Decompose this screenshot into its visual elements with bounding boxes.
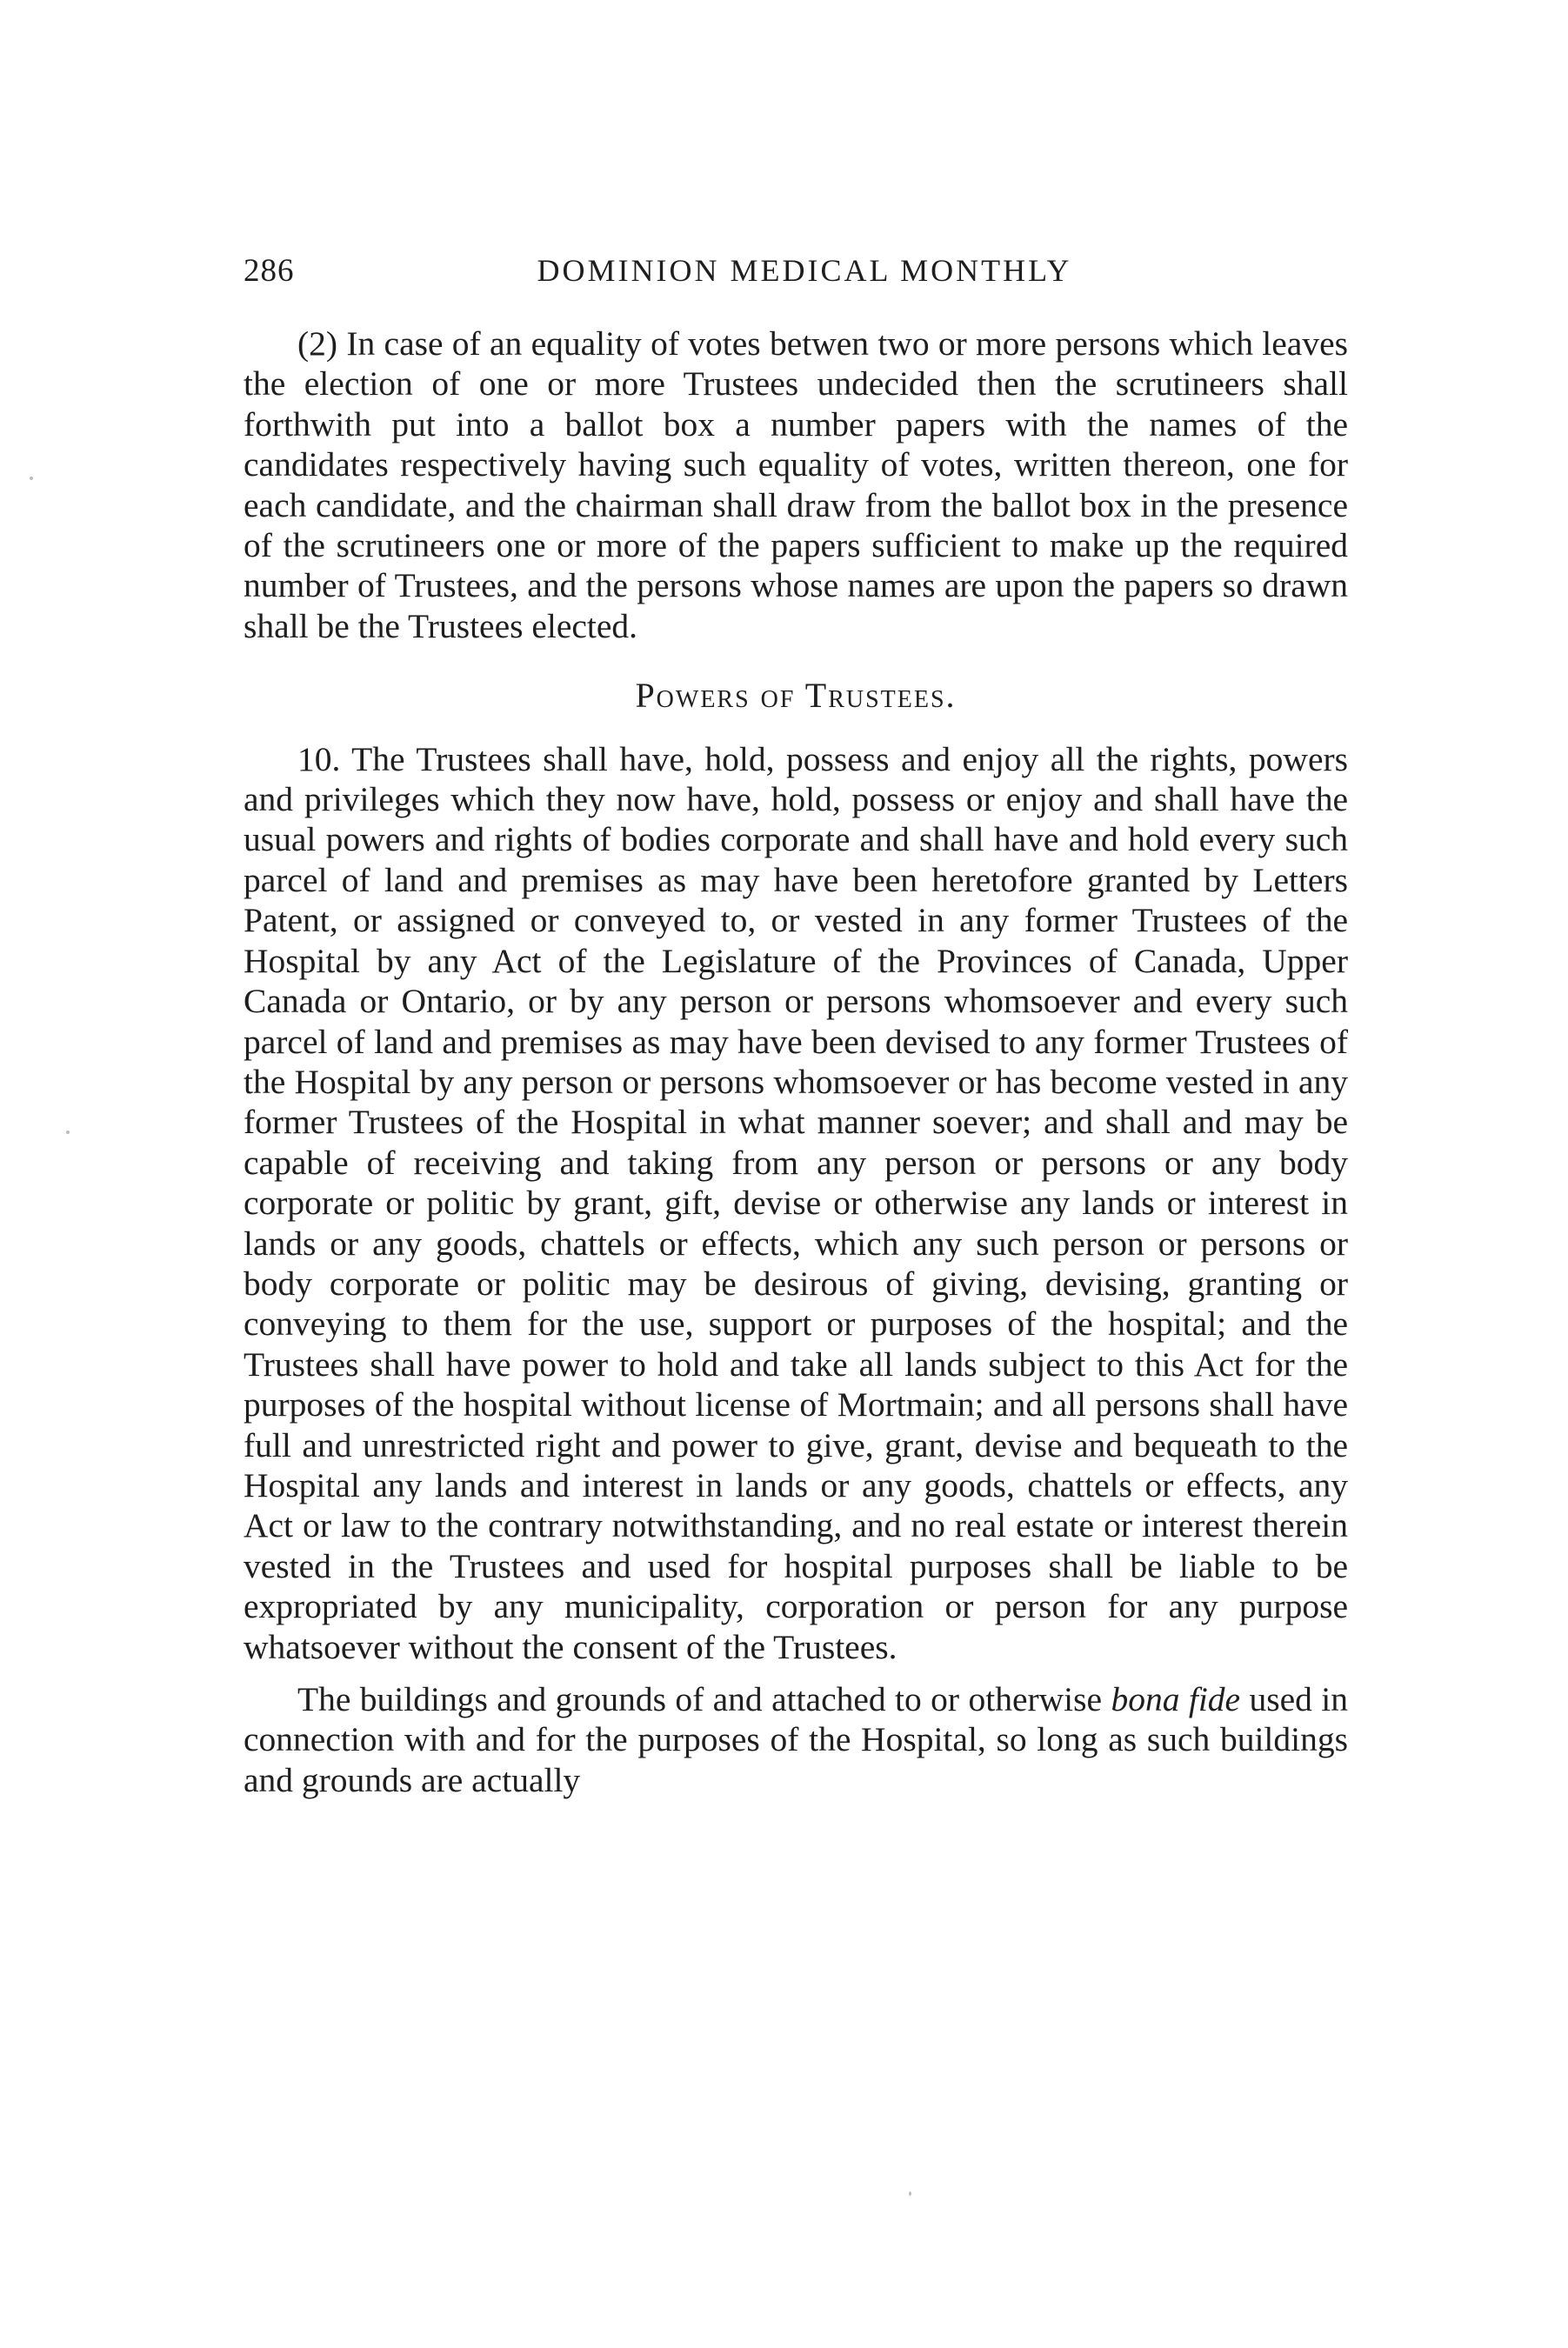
scan-speck [30, 477, 33, 480]
scan-speck [66, 1131, 70, 1134]
paragraph-election-tie: (2) In case of an equality of votes betwen two or more persons which leaves the election of one or more Trustees undecided then the scrutineers shall forthwith put into a ballot box a number papers with the names of the candidates respectively having such equality of votes, written thereon, one for each candidate, and the chairman shall draw from the ballot box in the presence of the scrutineers one or more of the papers sufficient to make up the required number of Trustees, and the persons whose names are upon the papers so drawn shall be the Trustees elected. [244, 324, 1348, 645]
page-number: 286 [244, 253, 295, 289]
paragraph-buildings-and-grounds [244, 1679, 1348, 1800]
scan-speck [909, 2191, 911, 2196]
buildings-text-start: The buildings and grounds of and attached to or otherwise [297, 1680, 1103, 1718]
section-heading: Powers of Trustees. [635, 676, 957, 716]
paragraph-powers-of-trustees: 10. The Trustees shall have, hold, possess and enjoy all the rights, powers and privileges which they now have, hold, possess or enjoy and shall have the usual powers and rights of bodies corporate and shall have and hold every such parcel of land and premises as may have been heretofore granted by Letters Patent, or assigned or conveyed to, or vested in any former Trustees of the Hospital by any Act of the Legislature of the Provinces of Canada, Upper Canada or Ontario, or by any person or persons whomsoever and every such parcel of land and premises as may have been devised to any former Trustees of the Hospital by any person or persons whomsoever or has become vested in any former Trustees of the Hospital in what manner soever; and shall and may be capable of receiving and taking from any person or persons or any body corporate or politic by grant, gift, devise or otherwise any lands or interest in lands or any goods, chattels or effects, which any such person or persons or body corporate or politic may be desirous of giving, devising, granting or conveying to them for the use, support or purposes of the hospital; and the Trustees shall have power to hold and take all lands subject to this Act for the purposes of the hospital without license of Mortmain; and all persons shall have full and unrestricted right and power to give, grant, devise and bequeath to the Hospital any lands and interest in lands or any goods, chattels or effects, any Act or law to the contrary notwithstanding, and no real estate or interest therein vested in the Trustees and used for hospital purposes shall be liable to be expropriated by any municipality, corporation or person for any purpose whatsoever without the consent of the Trustees. [244, 739, 1348, 1666]
body-text [244, 324, 1348, 1800]
buildings-text-rest: used in connection with and for the purposes of the Hospital, so long as such buildings and grounds are actually [244, 1680, 1349, 1799]
bona-fide-italic: bona fide [1111, 1680, 1241, 1718]
page-header [244, 252, 1348, 296]
running-head: DOMINION MEDICAL MONTHLY [537, 253, 1072, 288]
